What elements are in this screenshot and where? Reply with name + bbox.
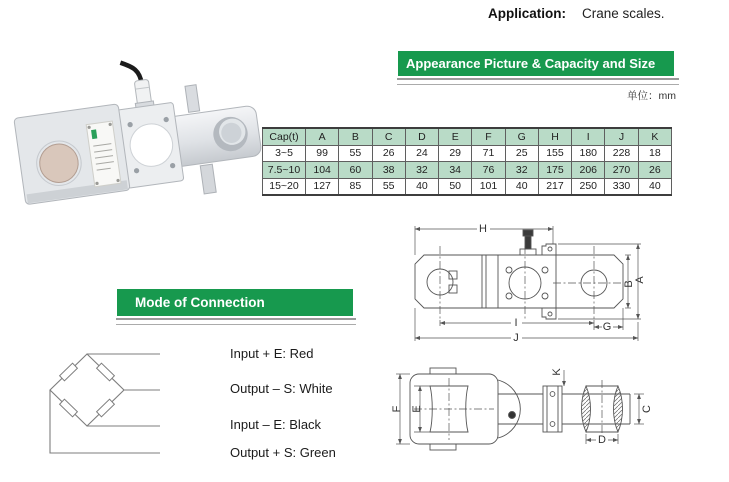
size-table-cell: 180 <box>572 145 605 162</box>
size-table-cell: 217 <box>538 178 571 195</box>
size-table-header: I <box>572 128 605 145</box>
size-table <box>262 127 672 196</box>
wire-label-output-minus: Output – S: White <box>230 381 333 396</box>
size-table-header: F <box>472 128 505 145</box>
banner-appearance-label: Appearance Picture & Capacity and Size <box>406 56 656 71</box>
size-table-header: Cap(t) <box>263 128 306 145</box>
size-table-cell: 3~5 <box>263 145 306 162</box>
size-table-cell: 50 <box>439 178 472 195</box>
dim-label-j: J <box>513 332 519 344</box>
dim-label-c: C <box>641 405 653 413</box>
size-table-cell: 71 <box>472 145 505 162</box>
size-table-header: D <box>405 128 438 145</box>
application-label: Application: <box>488 6 566 21</box>
size-table-cell: 7.5~10 <box>263 162 306 179</box>
size-table-cell: 85 <box>339 178 372 195</box>
dim-label-i: I <box>514 317 518 329</box>
resistor-icon <box>97 363 115 381</box>
size-table-header: B <box>339 128 372 145</box>
ear-bracket-bottom <box>542 308 556 319</box>
banner-mode-of-connection <box>117 289 353 316</box>
size-table-cell: 250 <box>572 178 605 195</box>
wire-label-input-minus: Input – E: Black <box>230 417 322 432</box>
wiring-bridge-diagram <box>32 338 167 478</box>
unit-note: 单位：mm <box>627 90 676 102</box>
dimension-drawing-front <box>398 222 729 352</box>
banner-connection-label: Mode of Connection <box>135 295 265 310</box>
size-table-cell: 40 <box>405 178 438 195</box>
dim-label-d: D <box>598 434 606 446</box>
size-table-cell: 55 <box>339 145 372 162</box>
size-table-cell: 32 <box>405 162 438 179</box>
size-table-cell: 34 <box>439 162 472 179</box>
size-table-row <box>263 145 672 162</box>
size-table-header: H <box>538 128 571 145</box>
size-table-cell: 175 <box>538 162 571 179</box>
size-table-cell: 32 <box>505 162 538 179</box>
resistor-icon <box>60 363 78 381</box>
size-table-cell: 15~20 <box>263 178 306 195</box>
size-table-cell: 206 <box>572 162 605 179</box>
application-value: Crane scales. <box>582 6 665 21</box>
ear-bracket-top <box>542 244 556 255</box>
size-table-cell: 127 <box>306 178 339 195</box>
size-table-header: K <box>638 128 671 145</box>
size-table-cell: 60 <box>339 162 372 179</box>
wire-label-input-plus: Input + E: Red <box>230 346 314 361</box>
size-table-cell: 26 <box>372 145 405 162</box>
size-table-cell: 40 <box>638 178 671 195</box>
body-outline <box>415 255 623 308</box>
size-table-row <box>263 162 672 179</box>
size-table-cell: 25 <box>505 145 538 162</box>
dim-label-a: A <box>634 276 646 284</box>
size-table-cell: 76 <box>472 162 505 179</box>
size-table-header: E <box>439 128 472 145</box>
dim-label-k: K <box>551 368 563 376</box>
size-table-header-row <box>263 128 672 145</box>
dim-label-e: E <box>411 405 423 413</box>
size-table-cell: 24 <box>405 145 438 162</box>
size-table-header: A <box>306 128 339 145</box>
application-line <box>488 6 665 21</box>
size-table-cell: 99 <box>306 145 339 162</box>
size-table-cell: 26 <box>638 162 671 179</box>
dim-label-g: G <box>602 321 612 333</box>
load-cell-image <box>8 58 266 219</box>
size-table-cell: 330 <box>605 178 638 195</box>
size-table-cell: 155 <box>538 145 571 162</box>
size-table-cell: 104 <box>306 162 339 179</box>
dim-label-f: F <box>391 405 403 413</box>
bridge-diamond <box>50 354 124 426</box>
banner-appearance-rule <box>397 78 679 85</box>
dimension-drawing-side <box>390 358 720 480</box>
banner-appearance-capacity <box>398 51 674 76</box>
size-table-cell: 228 <box>605 145 638 162</box>
resistor-icon <box>60 399 78 417</box>
size-table-cell: 18 <box>638 145 671 162</box>
wire-label-output-plus: Output + S: Green <box>230 445 336 460</box>
dim-label-h: H <box>479 223 487 235</box>
size-table-header: J <box>605 128 638 145</box>
size-table-cell: 55 <box>372 178 405 195</box>
banner-connection-rule <box>116 318 356 325</box>
product-photo <box>5 58 270 220</box>
size-table-cell: 40 <box>505 178 538 195</box>
resistor-icon <box>97 399 115 417</box>
size-table-header: C <box>372 128 405 145</box>
size-table-cell: 270 <box>605 162 638 179</box>
size-table-row <box>263 178 672 195</box>
size-table-cell: 38 <box>372 162 405 179</box>
size-table-cell: 101 <box>472 178 505 195</box>
size-table-header: G <box>505 128 538 145</box>
size-table-cell: 29 <box>439 145 472 162</box>
dim-label-b: B <box>623 280 635 288</box>
